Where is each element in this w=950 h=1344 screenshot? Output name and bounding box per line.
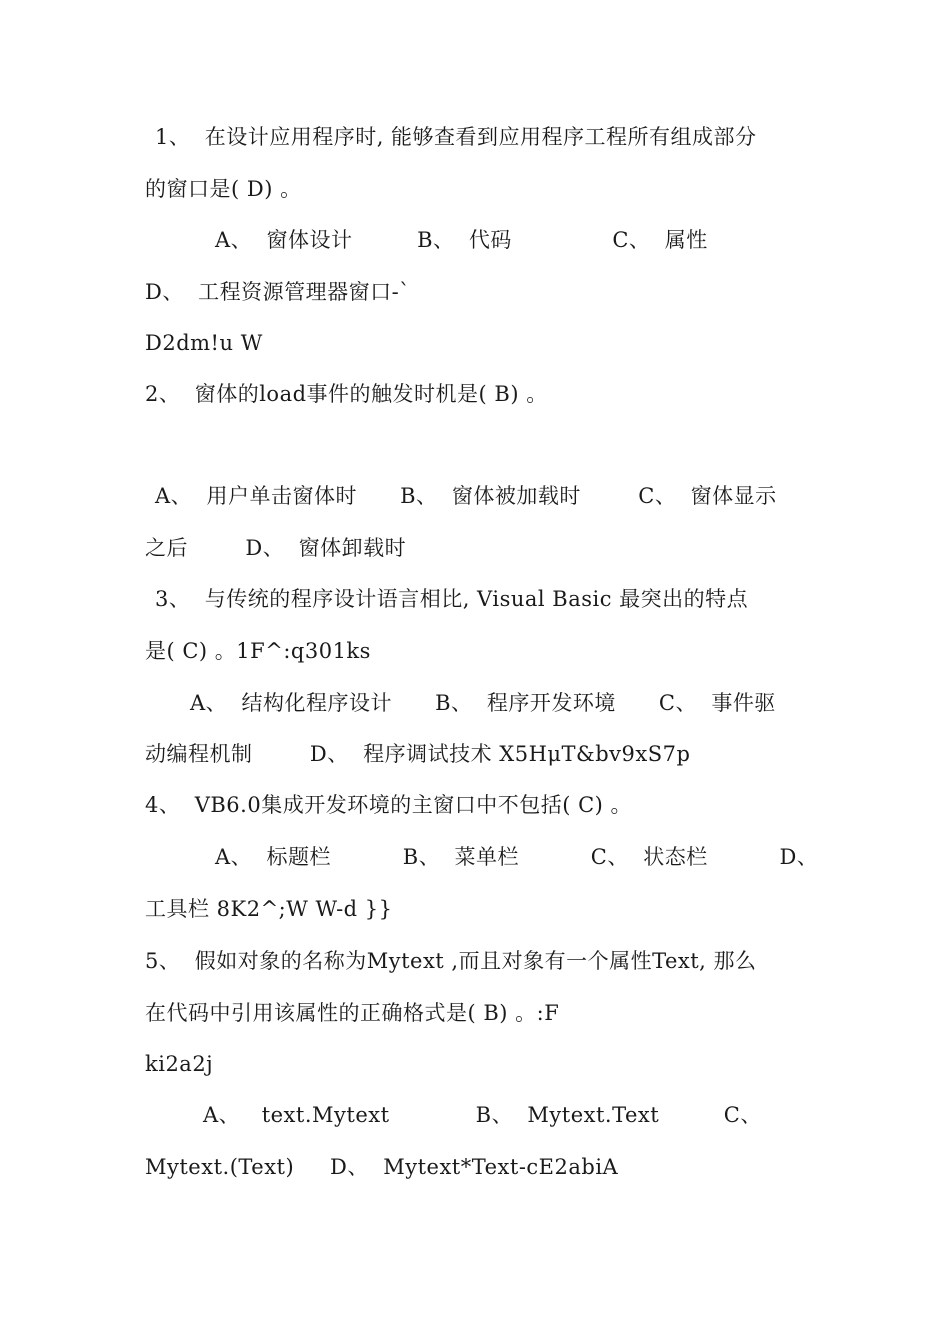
question-5-options-line-1: A、 text.Mytext B、 Mytext.Text C、 (203, 1103, 762, 1127)
question-4-line-1: 4、 VB6.0集成开发环境的主窗口中不包括( C) 。 (145, 793, 633, 817)
question-5-options-line-2: Mytext.(Text) D、 Mytext*Text-cE2abiA (145, 1155, 619, 1179)
question-2-line-1: 2、 窗体的load事件的触发时机是( B) 。 (145, 382, 548, 406)
question-2-options-line-1: A、 用户单击窗体时 B、 窗体被加载时 C、 窗体显示 (155, 484, 777, 508)
question-3-line-2: 是( C) 。1F^:q301ks (145, 639, 371, 663)
question-4-options-line-2: 工具栏 8K2^;W W-d }} (145, 897, 393, 921)
noise-text-1: D2dm!u W (145, 331, 263, 355)
question-2-options-line-2: 之后 D、 窗体卸载时 (145, 536, 407, 560)
question-1-option-d: D、 工程资源管理器窗口-` (145, 280, 411, 304)
noise-text-2: ki2a2j (145, 1052, 214, 1076)
question-4-options-line-1: A、 标题栏 B、 菜单栏 C、 状态栏 D、 (215, 845, 819, 869)
question-1-options-abc: A、 窗体设计 B、 代码 C、 属性 (215, 228, 708, 252)
question-1-line-1: 1、 在设计应用程序时, 能够查看到应用程序工程所有组成部分 (155, 125, 757, 149)
question-3-options-line-2: 动编程机制 D、 程序调试技术 X5HμT&bv9xS7p (145, 742, 691, 766)
question-1-line-2: 的窗口是( D) 。 (145, 177, 302, 201)
question-5-line-2: 在代码中引用该属性的正确格式是( B) 。:F (145, 1001, 560, 1025)
question-3-options-line-1: A、 结构化程序设计 B、 程序开发环境 C、 事件驱 (190, 691, 776, 715)
question-3-line-1: 3、 与传统的程序设计语言相比, Visual Basic 最突出的特点 (155, 587, 749, 611)
question-5-line-1: 5、 假如对象的名称为Mytext ,而且对象有一个属性Text, 那么 (145, 949, 757, 973)
